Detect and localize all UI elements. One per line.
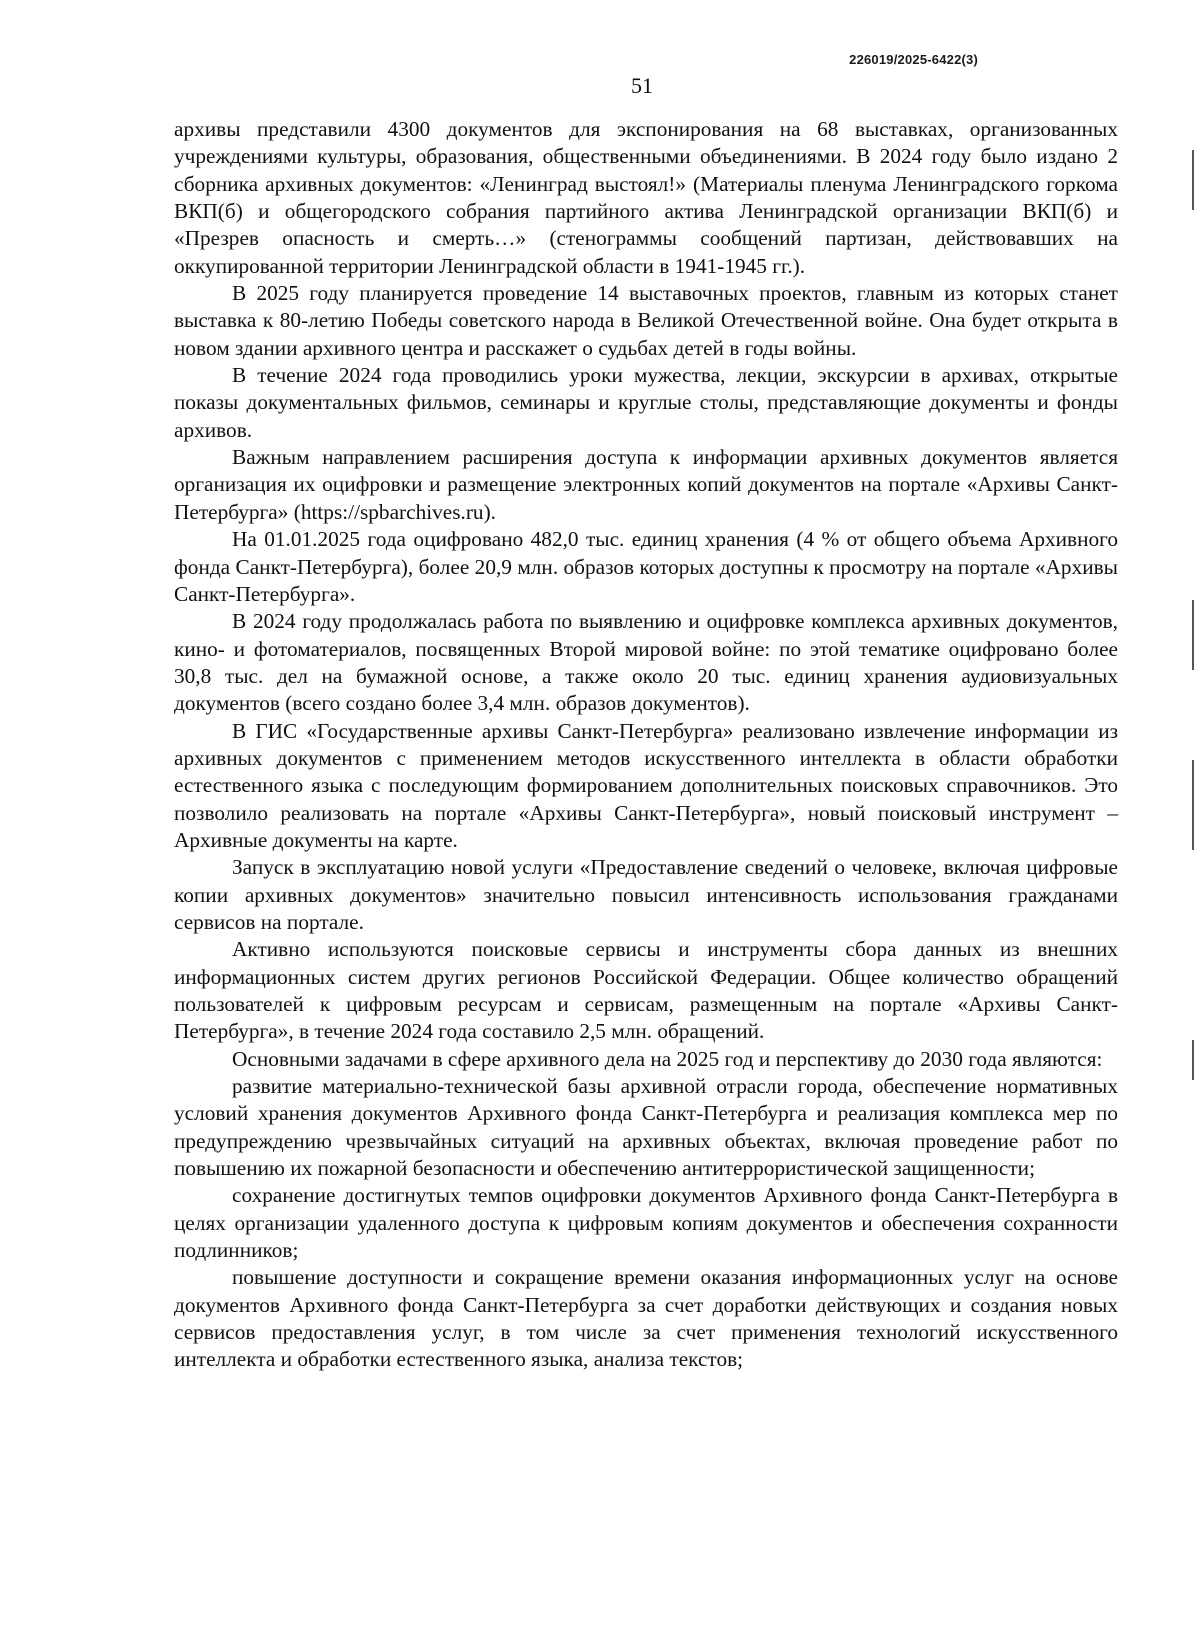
- paragraph-digitization-direction: Важным направлением расширения доступа к информации архивных документов является организация их оцифровки и размещение электронных копий документов на портале «Архивы Санкт-Петербурга» (https://spbarchives.ru).: [174, 445, 1118, 524]
- paragraph-digitized-units: На 01.01.2025 года оцифровано 482,0 тыс. единиц хранения (4 % от общего объема Архивного фонда Санкт-Петербурга), более 20,9 млн. образов которых доступны к просмотру на портале «Архивы Санкт-Петербурга».: [174, 527, 1118, 606]
- paragraph-lessons-lectures: В течение 2024 года проводились уроки мужества, лекции, экскурсии в архивах, открытые показы документальных фильмов, семинары и круглые столы, представляющие документы и фонды архивов.: [174, 363, 1118, 442]
- paragraph-main-tasks: Основными задачами в сфере архивного дела на 2025 год и перспективу до 2030 года являются:: [232, 1046, 1103, 1071]
- paragraph-exhibitions-2025: В 2025 году планируется проведение 14 выставочных проектов, главным из которых станет выставка к 80-летию Победы советского народа в Великой Отечественной войне. Она будет открыта в новом здании архивного центра и расскажет о судьбах детей в годы войны.: [174, 281, 1118, 360]
- paragraph-gis-ai: В ГИС «Государственные архивы Санкт-Петербурга» реализовано извлечение информации из архивных документов с применением методов искусственного интеллекта в области обработки естественного языка с последующим формированием дополнительных поисковых справочников. Это позволило реализовать на портале «Архивы Санкт-Петербурга», новый поисковый инструмент – Архивные документы на карте.: [174, 718, 1118, 852]
- task-item-infrastructure: развитие материально-технической базы архивной отрасли города, обеспечение нормативных условий хранения документов Архивного фонда Санкт-Петербурга и реализация комплекса мер по предупреждению чрезвычайных ситуаций на архивных объектах, включая проведение работ по повышению их пожарной безопасности и обеспечению антитеррористической защищенности;: [174, 1074, 1118, 1181]
- document-body: [174, 116, 1118, 1374]
- scan-edge-mark: [1192, 760, 1194, 850]
- scan-edge-mark: [1192, 1040, 1194, 1080]
- paragraph-ww2-digitization: В 2024 году продолжалась работа по выявлению и оцифровке комплекса архивных документов, кино- и фотоматериалов, посвященных Второй мировой войне: по этой тематике оцифровано более 30,8 тыс. дел на бумажной основе, а также около 20 тыс. единиц хранения аудиовизуальных документов (всего создано более 3,4 млн. образов документов).: [174, 609, 1118, 716]
- page-number: 51: [631, 73, 653, 98]
- paragraph-new-service: Запуск в эксплуатацию новой услуги «Предоставление сведений о человеке, включая цифровые копии архивных документов» значительно повысил интенсивность использования гражданами сервисов на портале.: [174, 855, 1118, 934]
- task-item-digitization-pace: сохранение достигнутых темпов оцифровки документов Архивного фонда Санкт-Петербурга в целях организации удаленного доступа к цифровым копиям документов и обеспечения сохранности подлинников;: [174, 1183, 1118, 1263]
- scan-edge-mark: [1192, 150, 1194, 210]
- paragraph-continuation: архивы представили 4300 документов для экспонирования на 68 выставках, организованных учреждениями культуры, образования, общественными объединениями. В 2024 году было издано 2 сборника архивных документов: «Ленинград выстоял!» (Материалы пленума Ленинградского горкома ВКП(б) и общегородского собрания партийного актива Ленинградской организации ВКП(б) и «Презрев опасность и смерть…» (стенограммы сообщений партизан, действовавших на оккупированной территории Ленинградской области в 1941-1945 гг.).: [174, 117, 1118, 278]
- paragraph-search-services: Активно используются поисковые сервисы и инструменты сбора данных из внешних информационных систем других регионов Российской Федерации. Общее количество обращений пользователей к цифровым ресурсам и сервисам, размещенным на портале «Архивы Санкт-Петербурга», в течение 2024 года составило 2,5 млн. обращений.: [174, 937, 1118, 1044]
- scan-edge-mark: [1192, 600, 1194, 670]
- registration-number: 226019/2025-6422(3): [849, 52, 978, 67]
- task-item-service-availability: повышение доступности и сокращение времени оказания информационных услуг на основе документов Архивного фонда Санкт-Петербурга за счет доработки действующих и создания новых сервисов предоставления услуг, в том числе за счет применения технологий искусственного интеллекта и обработки естественного языка, анализа текстов;: [174, 1265, 1118, 1372]
